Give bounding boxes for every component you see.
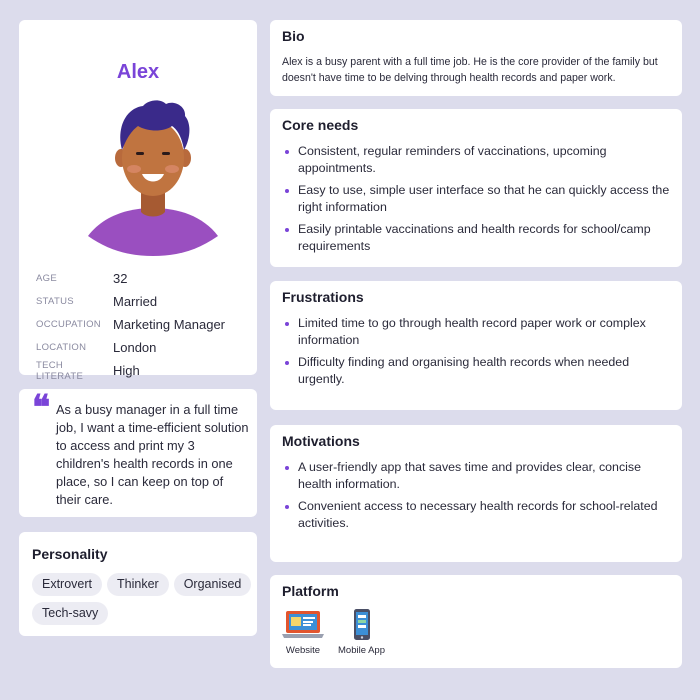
platform-website <box>282 609 324 656</box>
profile-card <box>19 20 257 382</box>
core-needs-title: Core needs <box>282 117 359 133</box>
fact-label: TECH LITERATE <box>36 359 84 382</box>
avatar-illustration <box>88 98 218 258</box>
avatar <box>88 98 218 258</box>
list-item: Consistent, regular reminders of vaccinations, upcoming appointments. <box>282 143 674 176</box>
core-needs-list <box>282 143 674 260</box>
frustrations-title: Frustrations <box>282 289 364 305</box>
fact-row-occupation <box>36 313 251 336</box>
fact-label: STATUS <box>36 296 74 307</box>
list-item: A user-friendly app that saves time and provides clear, concise health information. <box>282 459 674 492</box>
trait-chip: Organised <box>174 573 252 596</box>
list-item: Convenient access to necessary health records for school-related activities. <box>282 498 674 531</box>
persona-name: Alex <box>116 61 160 83</box>
motivations-title: Motivations <box>282 433 360 449</box>
platform-card <box>270 575 682 668</box>
fact-label: LOCATION <box>36 342 87 353</box>
personality-title: Personality <box>32 546 108 562</box>
fact-row-age <box>36 267 251 290</box>
motivations-list <box>282 459 674 537</box>
persona-facts <box>36 267 251 382</box>
list-item: Easy to use, simple user interface so that he can quickly access the right information <box>282 182 674 215</box>
platform-label: Mobile App <box>338 645 386 656</box>
platform-label: Website <box>285 645 321 656</box>
trait-chip: Extrovert <box>32 573 102 596</box>
personality-chips <box>32 573 252 625</box>
core-needs-card <box>270 109 682 267</box>
fact-value: 32 <box>113 271 128 286</box>
laptop-icon <box>282 609 324 641</box>
motivations-card <box>270 425 682 562</box>
fact-row-tech-literate <box>36 359 251 382</box>
fact-row-status <box>36 290 251 313</box>
list-item: Easily printable vaccinations and health records for school/camp requirements <box>282 221 674 254</box>
trait-chip: Thinker <box>107 573 169 596</box>
bio-card <box>270 20 682 96</box>
frustrations-card <box>270 281 682 410</box>
fact-value: Married <box>113 294 158 309</box>
personality-card <box>19 532 257 636</box>
frustrations-list <box>282 315 674 393</box>
fact-value: Marketing Manager <box>113 317 225 332</box>
list-item: Difficulty finding and organising health records when needed urgently. <box>282 354 674 387</box>
platform-mobile-app <box>338 609 385 656</box>
bio-title: Bio <box>282 28 305 44</box>
fact-value: London <box>113 340 157 355</box>
fact-label: OCCUPATION <box>36 319 101 330</box>
platform-title: Platform <box>282 583 339 599</box>
platform-list <box>282 609 385 656</box>
fact-row-location <box>36 336 251 359</box>
fact-value: High <box>113 363 140 378</box>
bio-text: Alex is a busy parent with a full time job. He is the core provider of the family but doesn't have time to be delving through health records and paper work. <box>282 56 658 84</box>
trait-chip: Tech-savy <box>32 602 108 625</box>
mobile-icon <box>341 609 383 641</box>
quote-text: As a busy manager in a full time job, I want a time-efficient solution to access and print my 3 children's health records in one place, so I can keep on top of their care. <box>56 402 249 507</box>
quote-icon: ❝ <box>32 388 51 428</box>
fact-label: AGE <box>36 273 57 284</box>
quote-card <box>19 389 257 517</box>
list-item: Limited time to go through health record paper work or complex information <box>282 315 674 348</box>
